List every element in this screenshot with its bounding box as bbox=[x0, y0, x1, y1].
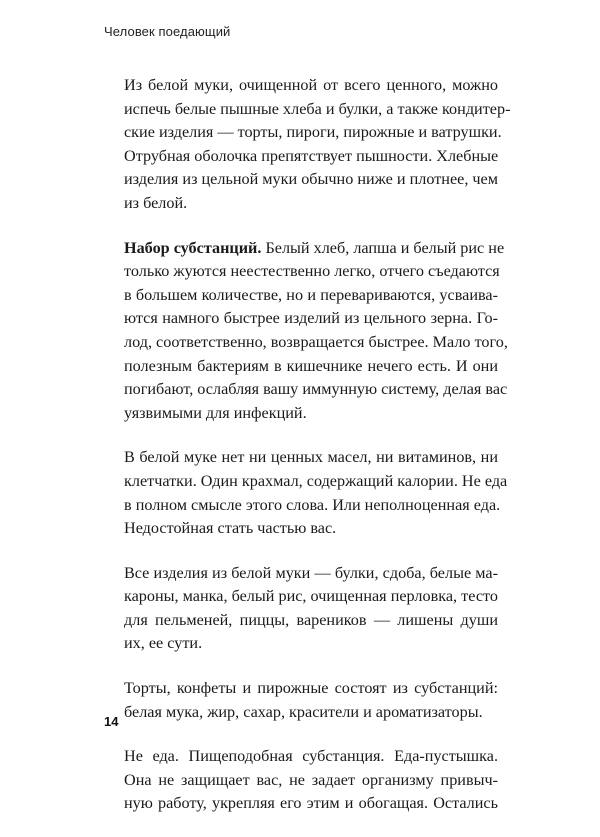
text-line: белая мука, жир, сахар, красители и ароматизаторы. bbox=[124, 702, 483, 721]
text-line: Она не защищает вас, не задает организму привыч- bbox=[124, 770, 498, 789]
text-line: только жуются неестественно легко, отчего съедаются bbox=[124, 262, 500, 281]
text-line bbox=[124, 237, 505, 261]
text-line: клетчатки. Один крахмал, содержащий калории. Не еда bbox=[124, 471, 508, 490]
running-header: Человек поедающий bbox=[104, 24, 231, 39]
text-line: Не еда. Пищеподобная субстанция. Еда-пустышка. bbox=[124, 747, 498, 766]
text-line: Недостойная стать частью вас. bbox=[124, 519, 337, 538]
text-line: ются намного быстрее изделий из цельного зерна. Го- bbox=[124, 309, 498, 328]
text-line: Отрубная оболочка препятствует пышности. Хлебные bbox=[124, 146, 499, 165]
text-line: ские изделия — торты, пироги, пирожные и ватрушки. bbox=[124, 123, 502, 142]
page-body bbox=[124, 74, 511, 837]
text-line: из белой. bbox=[124, 193, 188, 212]
text-line: испечь белые пышные хлеба и булки, а также кондитер- bbox=[124, 99, 511, 118]
text-line: В белой муке нет ни ценных масел, ни витаминов, ни bbox=[124, 448, 498, 467]
text-line: Торты, конфеты и пирожные состоят из субстанций: bbox=[124, 679, 498, 698]
text-line: в большем количестве, но и перевариваются, усваива- bbox=[124, 285, 498, 304]
paragraph-5 bbox=[124, 677, 498, 724]
text-line: уязвимыми для инфекций. bbox=[124, 403, 307, 422]
paragraph-6 bbox=[124, 745, 498, 816]
paragraph-4 bbox=[124, 562, 498, 656]
text-line: их, ее сути. bbox=[124, 634, 203, 653]
section-lead: Набор субстанций. bbox=[124, 238, 262, 257]
text-line: ную работу, укрепляя его этим и обогащая. Остались bbox=[124, 794, 498, 813]
text-line: для пельменей, пиццы, вареников — лишены души bbox=[124, 610, 498, 629]
paragraph-1 bbox=[124, 74, 511, 216]
section-lead-rest: Белый хлеб, лапша и белый рис не bbox=[261, 238, 505, 257]
text-line: Все изделия из белой муки — булки, сдоба, белые ма- bbox=[124, 563, 498, 582]
paragraph-3 bbox=[124, 446, 508, 540]
text-line: полезным бактериям в кишечнике нечего есть. И они bbox=[124, 356, 498, 375]
text-line: Из белой муки, очищенной от всего ценного, можно bbox=[124, 76, 498, 94]
page-number: 14 bbox=[104, 714, 119, 729]
text-line: кароны, манка, белый рис, очищенная перловка, тесто bbox=[124, 587, 498, 606]
text-line: изделия из цельной муки обычно ниже и плотнее, чем bbox=[124, 170, 498, 189]
paragraph-2 bbox=[124, 237, 508, 426]
text-line: в полном смысле этого слова. Или неполноценная еда. bbox=[124, 495, 501, 514]
text-line: лод, соответственно, возвращается быстрее. Мало того, bbox=[124, 332, 508, 351]
text-line: погибают, ослабляя вашу иммунную систему, делая вас bbox=[124, 380, 508, 399]
